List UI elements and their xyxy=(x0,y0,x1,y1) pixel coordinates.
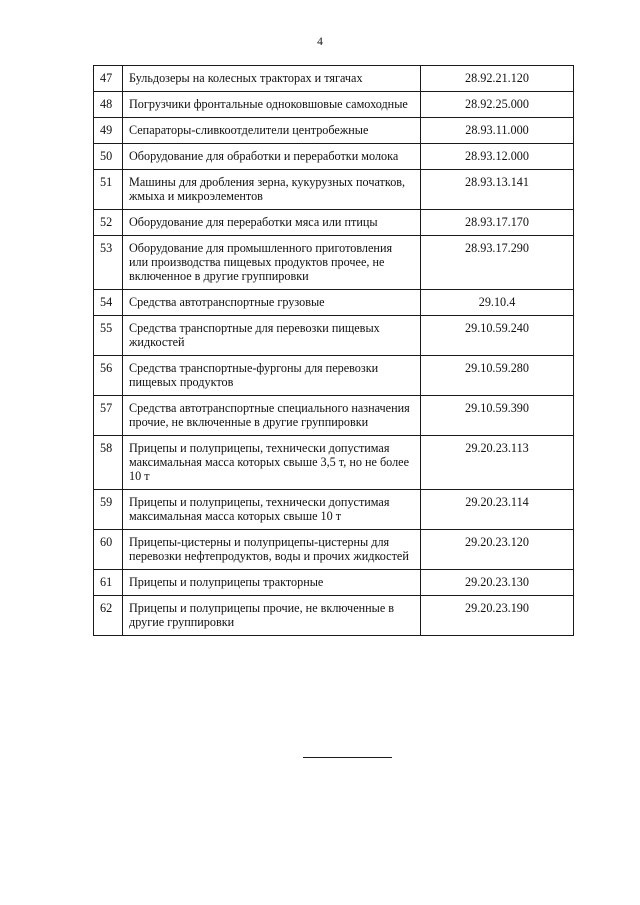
row-code: 28.93.13.141 xyxy=(421,170,574,210)
row-number: 48 xyxy=(94,92,123,118)
row-name: Средства автотранспортные грузовые xyxy=(123,290,421,316)
row-number: 61 xyxy=(94,570,123,596)
row-name: Оборудование для переработки мяса или птицы xyxy=(123,210,421,236)
row-name: Средства транспортные для перевозки пищевых жидкостей xyxy=(123,316,421,356)
row-name: Сепараторы-сливкоотделители центробежные xyxy=(123,118,421,144)
table-row xyxy=(94,118,574,144)
row-code: 29.10.4 xyxy=(421,290,574,316)
table-row xyxy=(94,530,574,570)
row-number: 57 xyxy=(94,396,123,436)
row-name: Средства автотранспортные специального назначения прочие, не включенные в другие группировки xyxy=(123,396,421,436)
table-row xyxy=(94,290,574,316)
row-name: Прицепы и полуприцепы, технически допустимая максимальная масса которых свыше 3,5 т, но не более 10 т xyxy=(123,436,421,490)
row-name: Бульдозеры на колесных тракторах и тягачах xyxy=(123,66,421,92)
equipment-table xyxy=(93,65,574,636)
row-number: 47 xyxy=(94,66,123,92)
table-row xyxy=(94,570,574,596)
row-name: Оборудование для промышленного приготовления или производства пищевых продуктов прочее, не включенное в другие группировки xyxy=(123,236,421,290)
row-name: Прицепы и полуприцепы, технически допустимая максимальная масса которых свыше 10 т xyxy=(123,490,421,530)
row-number: 60 xyxy=(94,530,123,570)
row-number: 62 xyxy=(94,596,123,636)
table-row xyxy=(94,66,574,92)
table-body xyxy=(94,66,574,636)
row-number: 58 xyxy=(94,436,123,490)
row-name: Прицепы-цистерны и полуприцепы-цистерны для перевозки нефтепродуктов, воды и прочих жидкостей xyxy=(123,530,421,570)
row-code: 28.93.17.290 xyxy=(421,236,574,290)
table-row xyxy=(94,396,574,436)
row-code: 28.93.12.000 xyxy=(421,144,574,170)
table-row xyxy=(94,596,574,636)
table-row xyxy=(94,316,574,356)
table-row xyxy=(94,356,574,396)
row-number: 52 xyxy=(94,210,123,236)
table-row xyxy=(94,436,574,490)
row-name: Средства транспортные-фургоны для перевозки пищевых продуктов xyxy=(123,356,421,396)
row-number: 55 xyxy=(94,316,123,356)
table-row xyxy=(94,210,574,236)
table-row xyxy=(94,144,574,170)
row-name: Оборудование для обработки и переработки молока xyxy=(123,144,421,170)
row-code: 29.20.23.113 xyxy=(421,436,574,490)
row-code: 29.20.23.190 xyxy=(421,596,574,636)
row-code: 29.20.23.120 xyxy=(421,530,574,570)
row-code: 29.20.23.130 xyxy=(421,570,574,596)
row-name: Прицепы и полуприцепы прочие, не включенные в другие группировки xyxy=(123,596,421,636)
row-name: Прицепы и полуприцепы тракторные xyxy=(123,570,421,596)
table-row xyxy=(94,92,574,118)
table-row xyxy=(94,236,574,290)
row-name: Погрузчики фронтальные одноковшовые самоходные xyxy=(123,92,421,118)
table-row xyxy=(94,490,574,530)
row-number: 50 xyxy=(94,144,123,170)
row-code: 29.10.59.240 xyxy=(421,316,574,356)
row-code: 29.10.59.390 xyxy=(421,396,574,436)
row-number: 56 xyxy=(94,356,123,396)
row-number: 53 xyxy=(94,236,123,290)
row-name: Машины для дробления зерна, кукурузных початков, жмыха и микроэлементов xyxy=(123,170,421,210)
row-code: 28.93.11.000 xyxy=(421,118,574,144)
table-row xyxy=(94,170,574,210)
row-code: 29.20.23.114 xyxy=(421,490,574,530)
row-code: 29.10.59.280 xyxy=(421,356,574,396)
end-of-document-rule xyxy=(303,757,392,758)
row-code: 28.92.21.120 xyxy=(421,66,574,92)
row-number: 51 xyxy=(94,170,123,210)
row-code: 28.93.17.170 xyxy=(421,210,574,236)
row-code: 28.92.25.000 xyxy=(421,92,574,118)
row-number: 54 xyxy=(94,290,123,316)
row-number: 49 xyxy=(94,118,123,144)
page-number: 4 xyxy=(317,36,323,48)
row-number: 59 xyxy=(94,490,123,530)
